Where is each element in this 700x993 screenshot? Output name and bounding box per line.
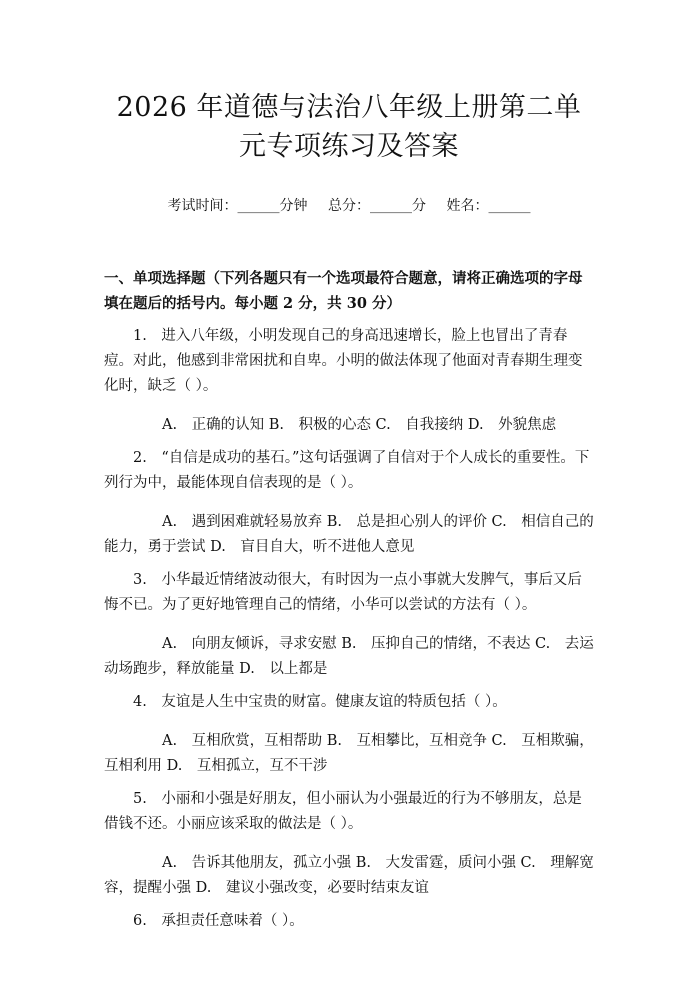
question-1-options: A. 正确的认知 B. 积极的心态 C. 自我接纳 D. 外貌焦虑 — [162, 417, 557, 433]
question-5: 5. 小丽和小强是好朋友，但小丽认为小强最近的行为不够朋友，总是借钱不还。小丽应该采取的做法是（ ）。 — [104, 791, 582, 832]
question-2: 2. “自信是成功的基石。”这句话强调了自信对于个人成长的重要性。下列行为中，最能体现自信表现的是（ ）。 — [104, 450, 590, 491]
exam-meta — [104, 196, 594, 216]
question-3-options: A. 向朋友倾诉，寻求安慰 B. 压抑自己的情绪，不表达 C. 去运动场跑步，释放能量 D. 以上都是 — [104, 636, 594, 677]
question-5-options: A. 告诉其他朋友，孤立小强 B. 大发雷霆，质问小强 C. 理解宽容，提醒小强 D. 建议小强改变，必要时结束友谊 — [104, 855, 594, 896]
question-1: 1. 进入八年级，小明发现自己的身高迅速增长，脸上也冒出了青春痘。对此，他感到非常困扰和自卑。小明的做法体现了他面对青春期生理变化时，缺乏（ ）。 — [104, 328, 583, 394]
section-heading: 一、单项选择题（下列各题只有一个选项最符合题意，请将正确选项的字母填在题后的括号内。每小题 2 分，共 30 分） — [104, 270, 583, 312]
question-6: 6. 承担责任意味着（ ）。 — [133, 913, 304, 929]
exam-name: 姓名：______ — [446, 198, 531, 214]
question-2-options: A. 遇到困难就轻易放弃 B. 总是担心别人的评价 C. 相信自己的能力，勇于尝试 D. 盲目自大，听不进他人意见 — [104, 514, 594, 555]
document-title: 2026 年道德与法治八年级上册第二单元专项练习及答案 — [116, 92, 582, 162]
exam-score: 总分：______分 — [328, 198, 426, 214]
question-4: 4. 友谊是人生中宝贵的财富。健康友谊的特质包括（ ）。 — [133, 694, 507, 710]
document-page — [0, 88, 700, 993]
question-3: 3. 小华最近情绪波动很大，有时因为一点小事就大发脾气，事后又后悔不已。为了更好地管理自己的情绪，小华可以尝试的方法有（ ）。 — [104, 572, 582, 613]
question-4-options: A. 互相欣赏，互相帮助 B. 互相攀比，互相竞争 C. 互相欺骗，互相利用 D. 互相孤立，互不干涉 — [104, 733, 594, 774]
exam-time: 考试时间：______分钟 — [167, 198, 308, 214]
